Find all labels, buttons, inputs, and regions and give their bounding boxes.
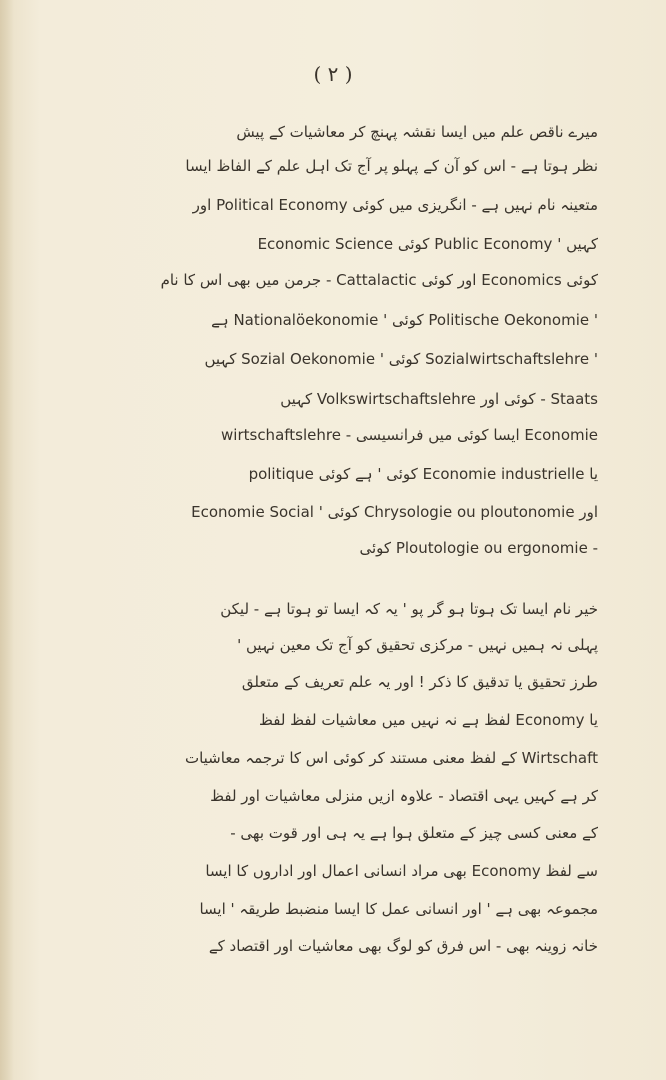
page-number: ( ۲ ) — [313, 62, 353, 86]
text-line: ' Politische Oekonomie کوئی ' Nationalöekonomie ہے — [211, 311, 598, 329]
text-line: نظر ہوتا ہے - اس کو آن کے پہلو پر آج تک اہل علم کے الفاظ ایسا — [185, 157, 598, 175]
text-line: کے معنی کسی چیز کے متعلق ہوا ہے یہ ہی اور قوت بھی - — [230, 824, 598, 842]
text-line: کر ہے کہیں یہی اقتصاد - علاوہ ازیں منزلی معاشیات اور لفظ — [210, 787, 598, 805]
text-line: کوئی Economics اور کوئی Cattalactic - جرمن میں بھی اس کا نام — [160, 271, 598, 289]
text-line: Wirtschaft کے لفظ معنی مستند کر کوئی اس کا ترجمہ معاشیات — [184, 749, 598, 767]
text-line: کہیں ' Public Economy کوئی Economic Science — [257, 235, 598, 253]
text-line: میرے ناقص علم میں ایسا نقشہ پہنچ کر معاشیات کے پیش — [236, 123, 598, 141]
text-line: - Ploutologie ou ergonomie کوئی — [359, 539, 598, 557]
text-line: سے لفظ Economy بھی مراد انسانی اعمال اور اداروں کا ایسا — [205, 862, 598, 880]
text-line: اور Chrysologie ou ploutonomie کوئی ' Economie Social — [191, 503, 598, 521]
text-line: ' Sozialwirtschaftslehre کوئی ' Sozial Oekonomie کہیں — [204, 350, 598, 368]
text-line: یا Economie industrielle کوئی ' ہے کوئی politique — [248, 465, 598, 483]
text-line: طرز تحقیق یا تدقیق کا ذکر ! اور یہ علم تعریف کے متعلق — [241, 673, 598, 691]
text-line: متعینہ نام نہیں ہے - انگریزی میں کوئی Political Economy اور — [192, 196, 598, 214]
text-line: مجموعہ بھی ہے ' اور انسانی عمل کا ایسا منضبط طریقہ ' ایسا — [199, 900, 598, 918]
text-line: پہلی نہ ہمیں نہیں - مرکزی تحقیق کو آج تک معین نہیں ' — [237, 636, 598, 654]
text-line: Staats - کوئی اور Volkswirtschaftslehre کہیں — [280, 390, 598, 408]
text-line: خیر نام ایسا تک ہوتا ہو گر پو ' یہ کہ ایسا تو ہوتا ہے - لیکن — [220, 600, 598, 618]
text-line: یا Economy لفظ ہے نہ نہیں میں معاشیات لفظ لفظ — [259, 711, 598, 729]
text-line: Economie ایسا کوئی میں فرانسیسی - wirtschaftslehre — [221, 426, 598, 444]
page-gutter-shadow — [0, 0, 14, 1080]
text-line: خانہ زوینہ بھی - اس فرق کو لوگ بھی معاشیات اور اقتصاد کے — [208, 937, 598, 955]
